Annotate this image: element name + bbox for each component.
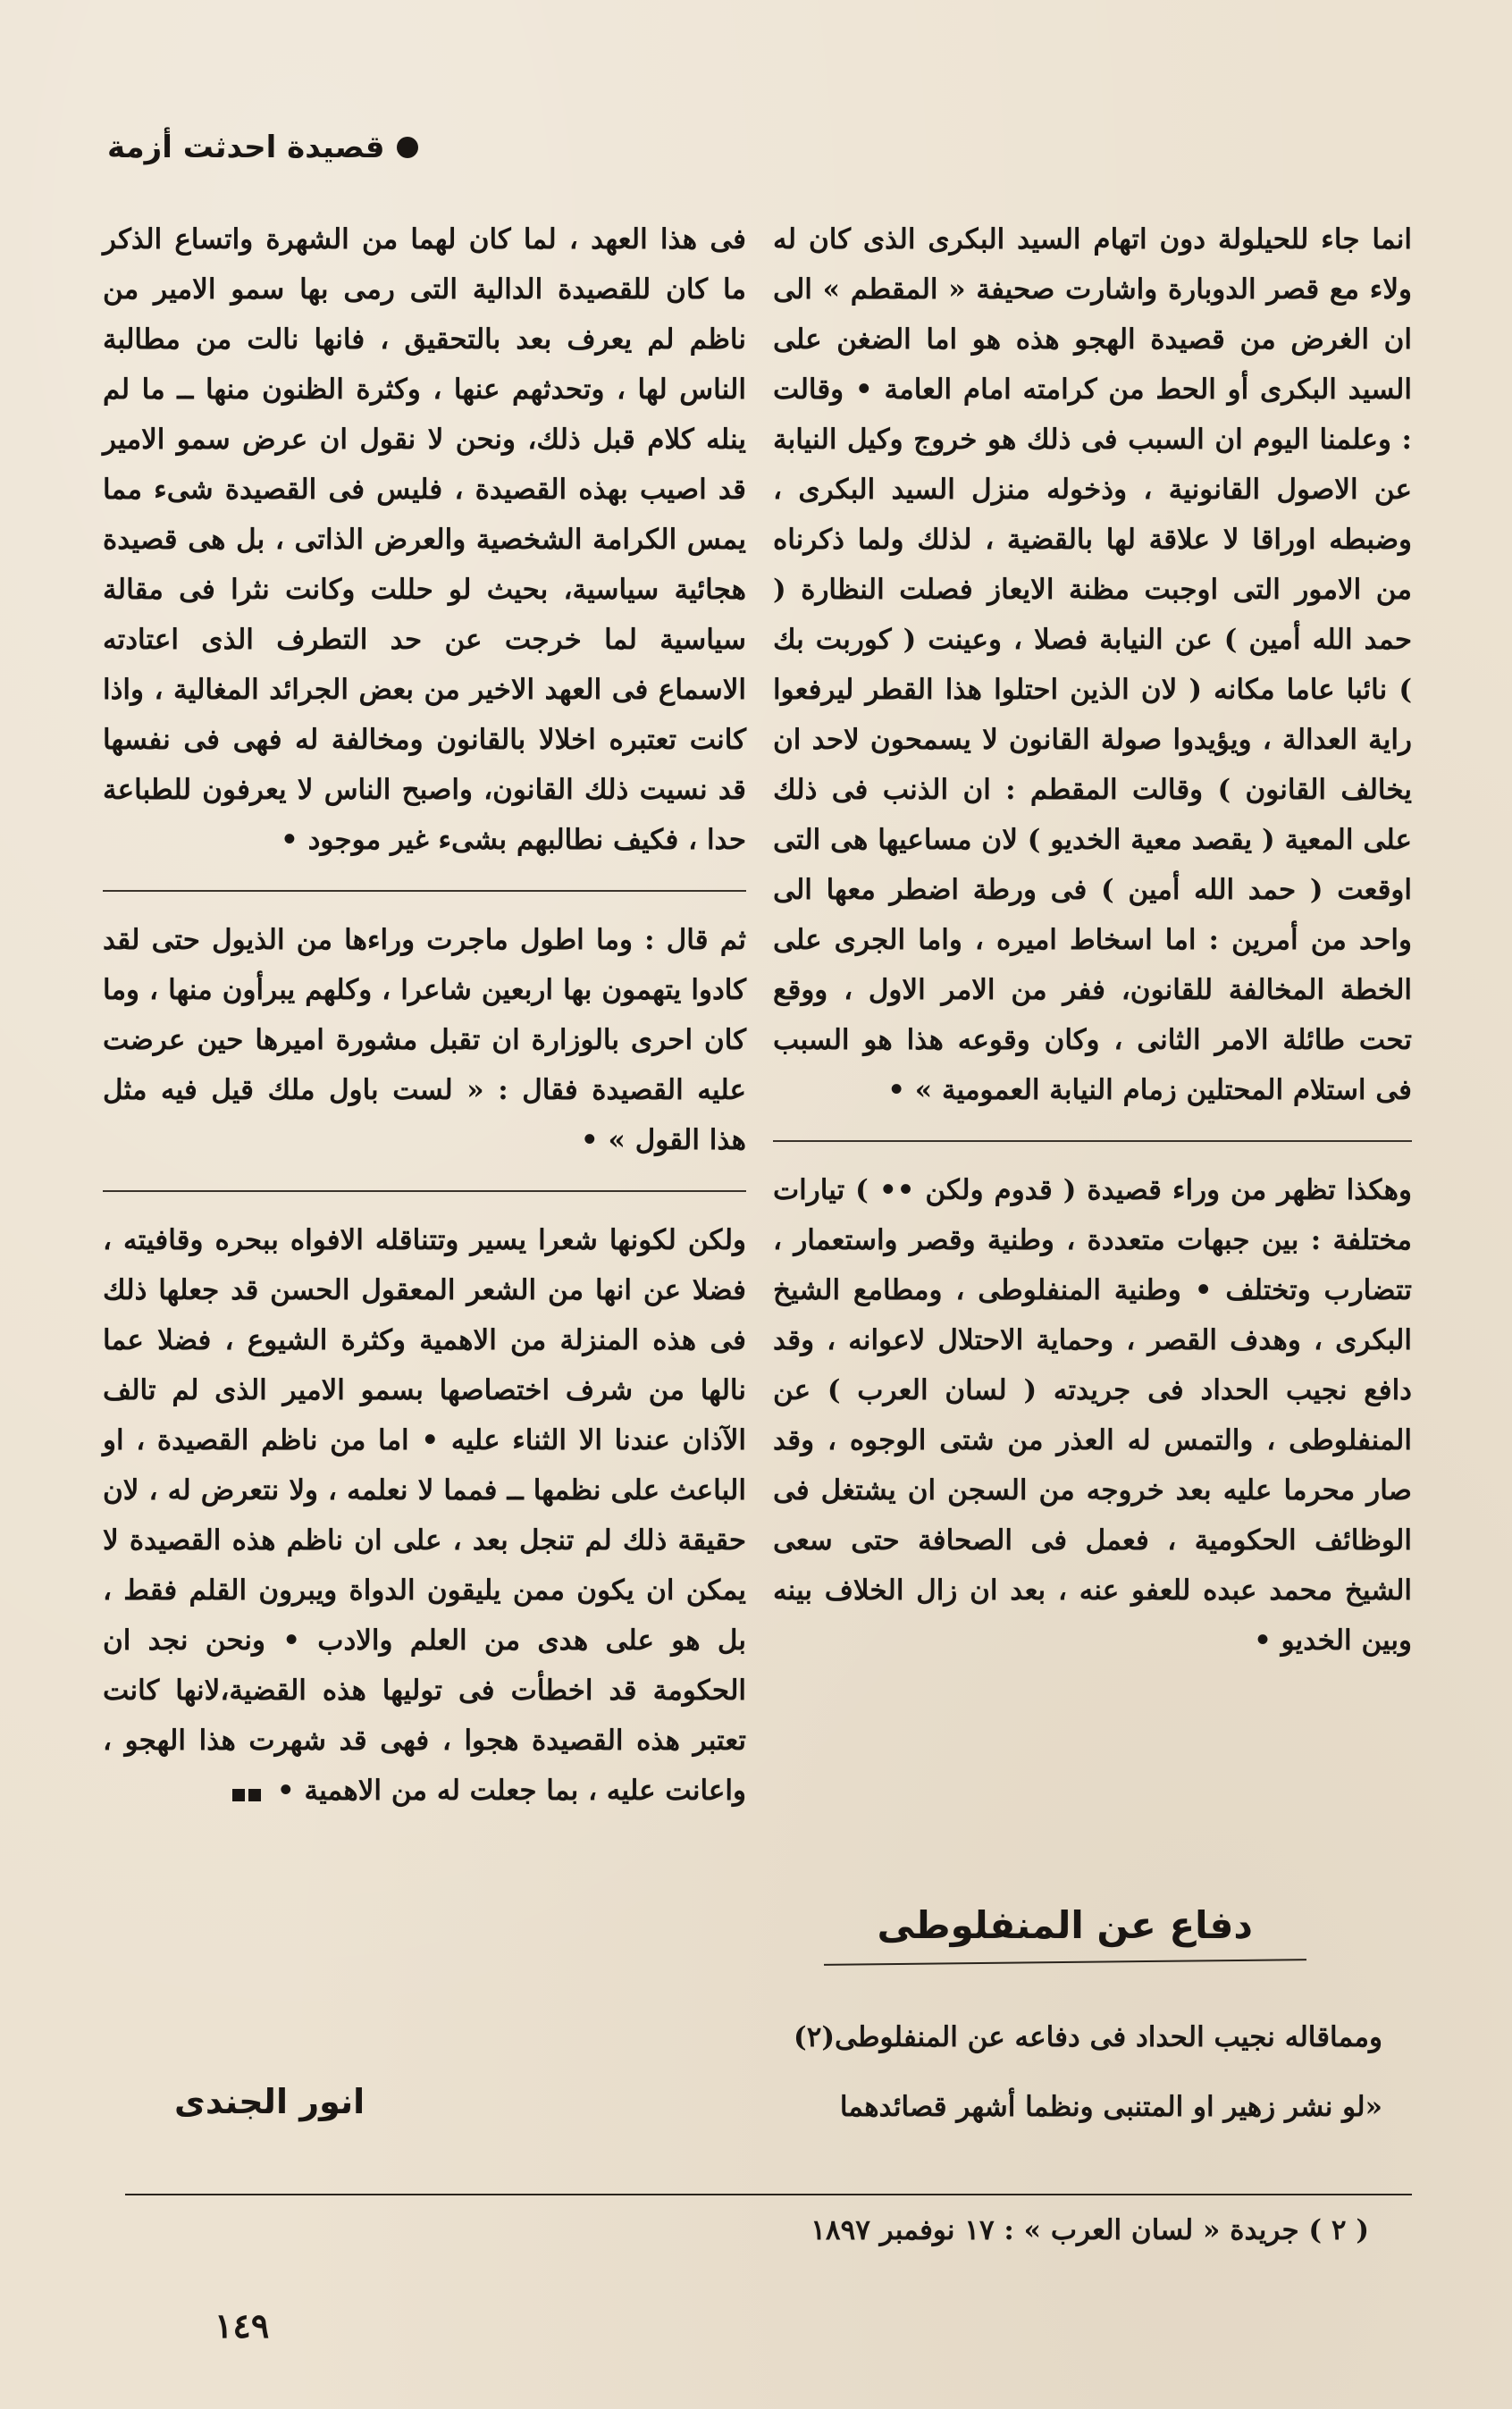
paragraph: فى هذا العهد ، لما كان لهما من الشهرة واتساع الذكر ما كان للقصيدة الدالية التى رمى بها سمو الامير من ناظم لم يعرف بعد بالتحقيق ، فانها نالت من مطالبة الناس لها ، وتحدثهم عنها ، وكثرة الظنون منها ــ ما لم ينله كلام قبل ذلك، ونحن لا نقول ان عرض سمو الامير قد اصيب بهذه القصيدة ، فليس فى القصيدة شىء مما يمس الكرامة الشخصية والعرض الذاتى ، بل هى قصيدة هجائية سياسية، بحيث لو حللت وكانت نثرا فى مقالة سياسية لما خرجت عن حد التطرف الذى اعتادته الاسماع فى العهد الاخير من بعض الجرائد المغالية ، واذا كانت تعتبره اخلالا بالقانون ومخالفة له فهى فى نفسها قد نسيت ذلك القانون، واصبح الناس لا يعرفون للطباعة حدا ، فكيف نطالبهم بشىء غير موجود • [103,223,746,856]
end-mark-icon [229,1767,261,1817]
page-number: ١٤٩ [214,2305,270,2346]
right-column [773,214,1412,1691]
quote-line: «لو نشر زهير او المتنبى ونظما أشهر قصائدهما [839,2091,1382,2123]
quote-line: ومماقاله نجيب الحداد فى دفاعه عن المنفلوطى(٢) [794,2021,1382,2053]
author-name: انور الجندى [174,2082,365,2121]
paragraph [103,1190,746,1817]
running-head-text: قصيدة احدثت أزمة [107,130,385,165]
bullet-icon [397,137,418,158]
footnote: ( ٢ ) جريدة « لسان العرب » : ١٧ نوفمبر ١٨٩٧ [811,2214,1369,2246]
left-column [103,214,746,1842]
paragraph: انما جاء للحيلولة دون اتهام السيد البكرى الذى كان له ولاء مع قصر الدوبارة واشارت صحيفة « المقطم » الى ان الغرض من قصيدة الهجو هذه هو اما الضغن على السيد البكرى أو الحط من كرامته امام العامة • وقالت : وعلمنا اليوم ان السبب فى ذلك هو خروج وكيل النيابة عن الاصول القانونية ، وذخوله منزل السيد البكرى ، وضبطه اوراقا لا علاقة لها بالقضية ، لذلك ولما ذكرناه من الامور التى اوجبت مظنة الايعاز فصلت النظارة ( حمد الله أمين ) عن النيابة فصلا ، وعينت ( كوربت بك ) نائبا عاما مكانه ( لان الذين احتلوا هذا القطر ليرفعوا راية العدالة ، ويؤيدوا صولة القانون لا يسمحون لاحد ان يخالف القانون ) وقالت المقطم : ان الذنب فى ذلك على المعية ( يقصد معية الخديو ) لان مساعيها هى التى اوقعت ( حمد الله أمين ) فى ورطة اضطر معها الى واحد من أمرين : اما اسخاط اميره ، واما الجرى على الخطة المخالفة للقانون، ففر من الامر الاول ، ووقع تحت طائلة الامر الثانى ، وكان وقوعه هذا هو السبب فى استلام المحتلين زمام النيابة العمومية » • [773,223,1412,1106]
paragraph: ثم قال : وما اطول ماجرت وراءها من الذيول حتى لقد كادوا يتهمون بها اربعين شاعرا ، وكلهم يبرأون منها ، وما كان احرى بالوزارة ان تقبل مشورة اميرها حين عرضت عليه القصيدة فقال : « لست باول ملك قيل فيه مثل هذا القول » • [103,890,746,1165]
section-heading: دفاع عن المنفلوطى [878,1903,1253,1956]
footnote-divider [125,2194,1412,2195]
paragraph: وهكذا تظهر من وراء قصيدة ( قدوم ولكن •• ) تيارات مختلفة : بين جبهات متعددة ، وطنية وقصر واستعمار ، تتضارب وتختلف • وطنية المنفلوطى ، ومطامع الشيخ البكرى ، وهدف القصر ، وحماية الاحتلال لاعوانه ، وقد دافع نجيب الحداد فى جريدته ( لسان العرب ) عن المنفلوطى ، والتمس له العذر من شتى الوجوه ، وقد صار محرما عليه بعد خروجه من السجن ان يشتغل فى الوظائف الحكومية ، فعمل فى الصحافة حتى سعى الشيخ محمد عبده للعفو عنه ، بعد ان زال الخلاف بينه وبين الخديو • [773,1140,1412,1666]
paragraph-text: ولكن لكونها شعرا يسير وتتناقله الافواه ببحره وقافيته ، فضلا عن انها من الشعر المعقول الحسن قد جعلها ذلك فى هذه المنزلة من الاهمية وكثرة الشيوع ، فضلا عما نالها من شرف اختصاصها بسمو الامير الذى لم تالف الآذان عندنا الا الثناء عليه • اما من ناظم القصيدة ، او الباعث على نظمها ــ فمما لا نعلمه ، ولا نتعرض له ، لان حقيقة ذلك لم تنجل بعد ، على ان ناظم هذه القصيدة لا يمكن ان يكون ممن يليقون الدواة ويبرون القلم فقط ، بل هو على هدى من العلم والادب • ونحن نجد ان الحكومة قد اخطأت فى توليها هذه القضية،لانها كانت تعتبر هذه القصيدة هجوا ، فهى قد شهرت هذا الهجو ، واعانت عليه ، بما جعلت له من الاهمية • [103,1224,746,1807]
running-head [107,130,418,165]
